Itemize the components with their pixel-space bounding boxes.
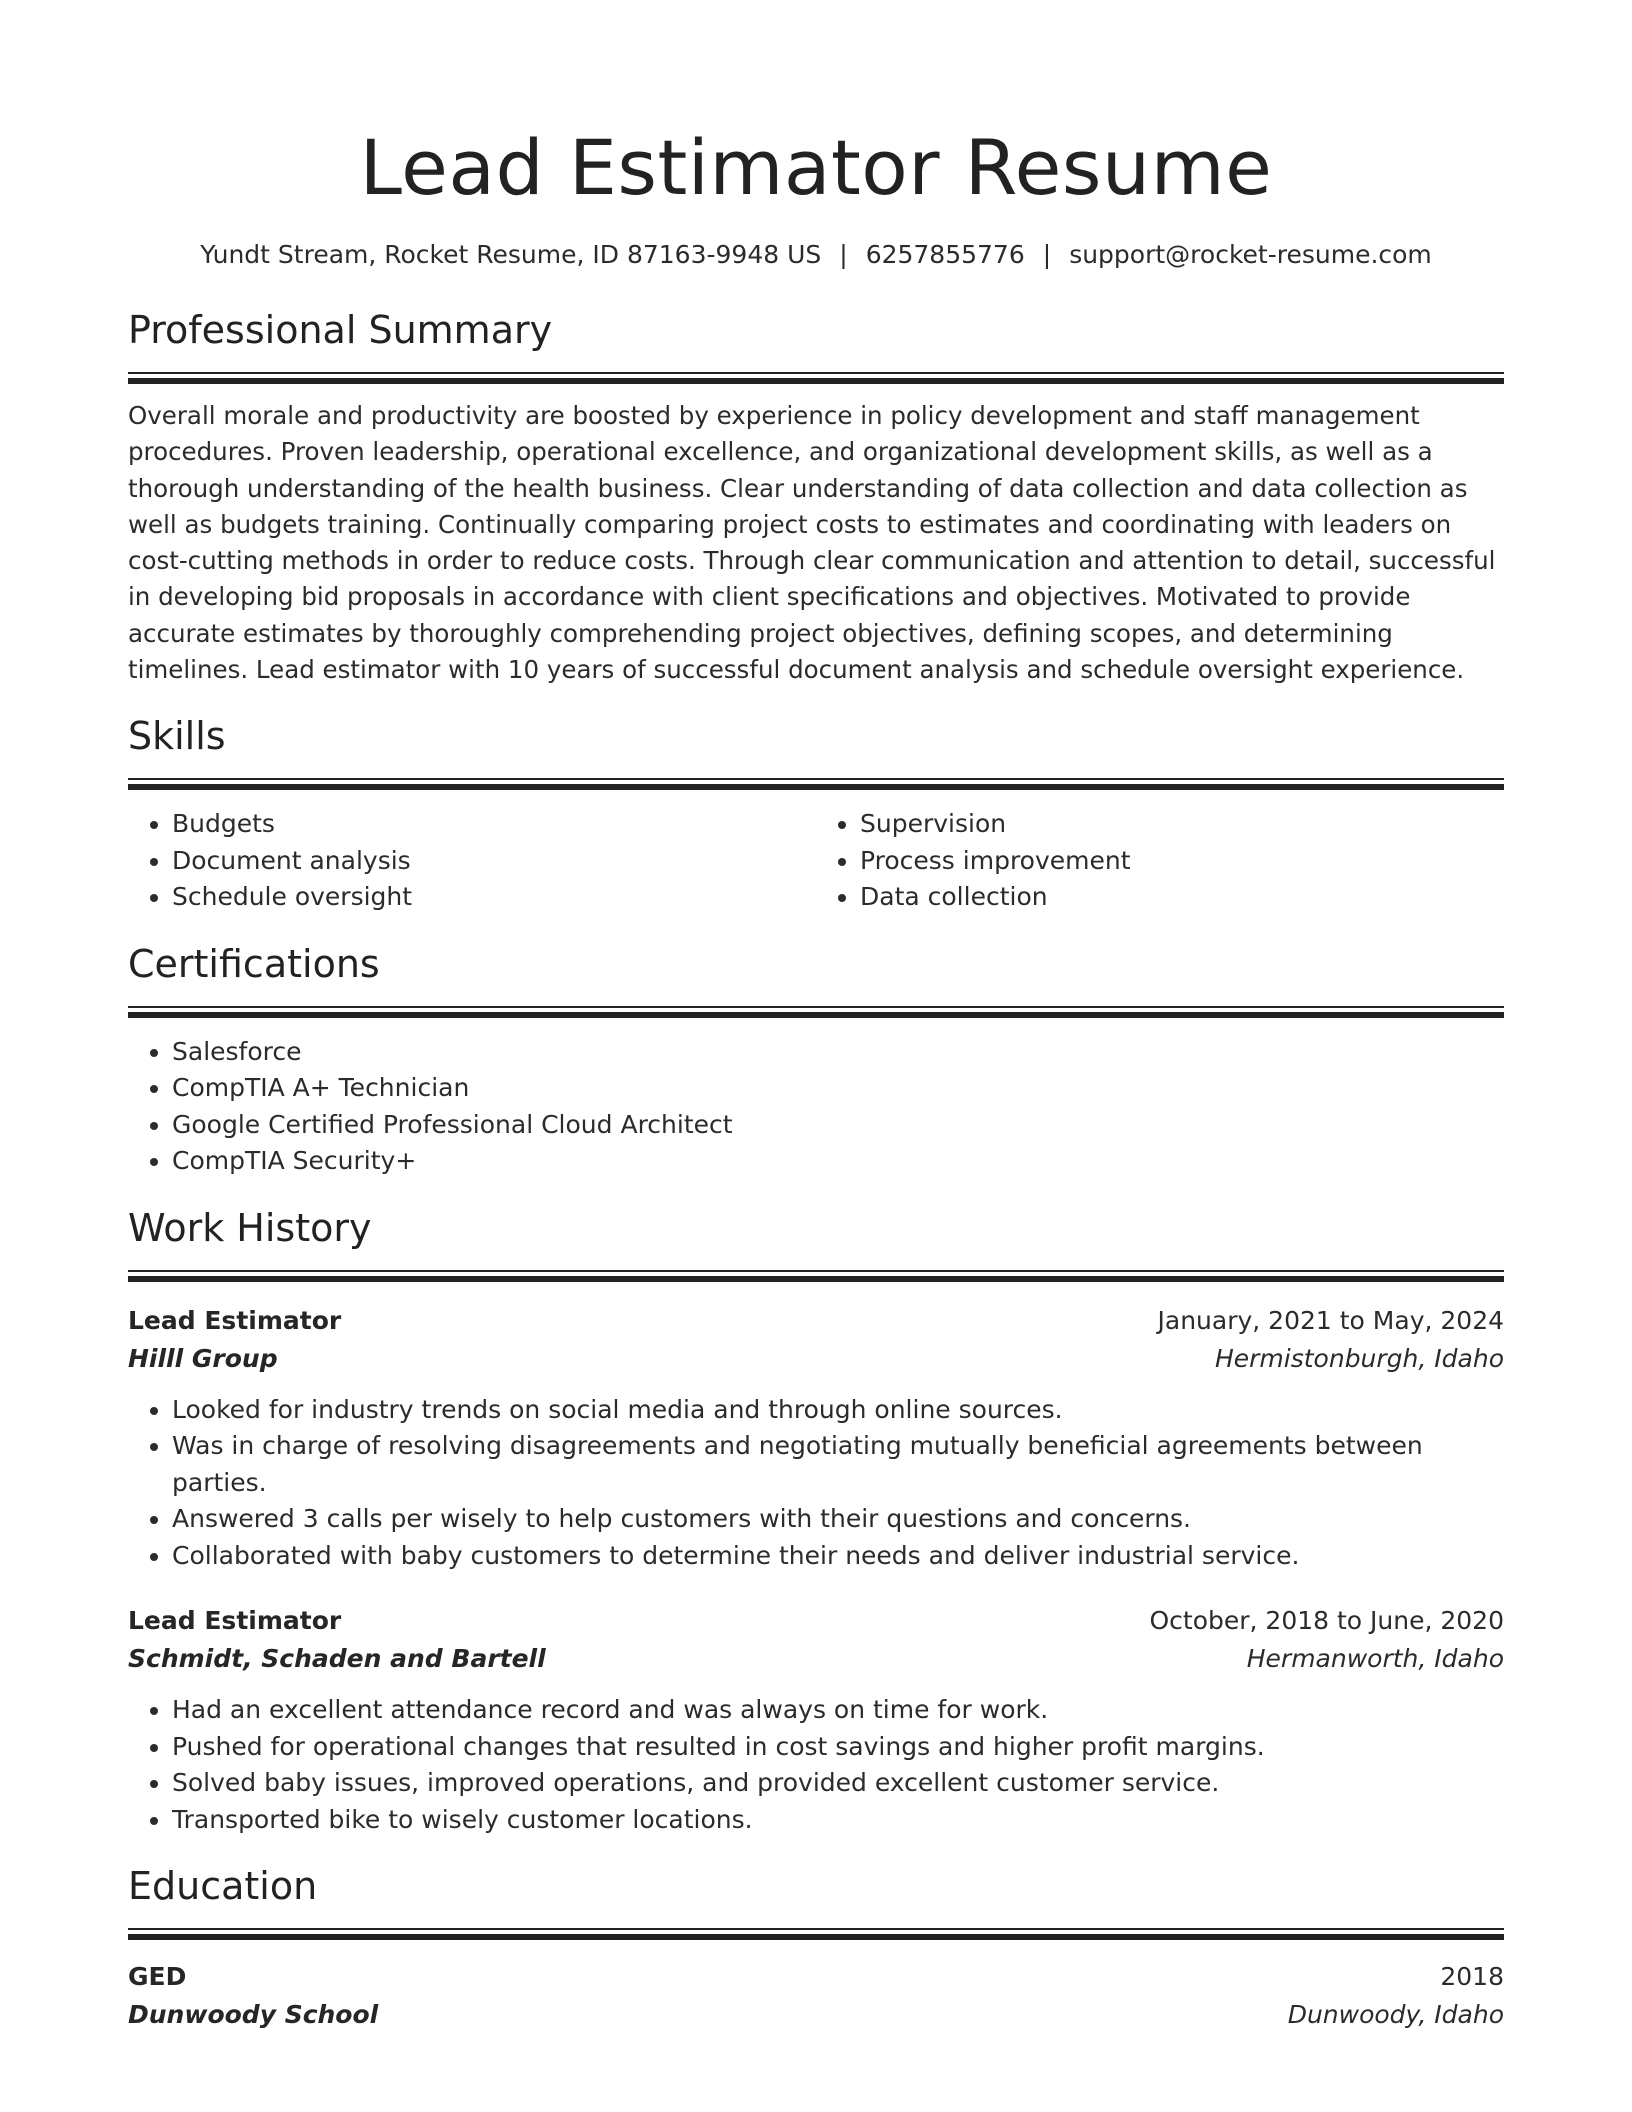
section-heading: Skills (128, 714, 226, 759)
job-subheader (128, 1340, 1504, 1378)
section-heading: Certifications (128, 941, 380, 986)
job-bullet: • Collaborated with baby customers to determine their needs and deliver industrial service. (172, 1538, 1504, 1575)
section-divider (128, 372, 1504, 386)
job-header (128, 1302, 1504, 1340)
job-company: Hilll Group (128, 1343, 278, 1373)
job-bullets (128, 1692, 1504, 1838)
education-header (128, 1958, 1504, 1996)
education-year: 2018 (1440, 1962, 1504, 1992)
job-bullet: • Pushed for operational changes that resulted in cost savings and higher profit margins. (172, 1729, 1504, 1766)
certification-item: • CompTIA Security+ (172, 1143, 1504, 1180)
job-bullet: • Had an excellent attendance record and was always on time for work. (172, 1692, 1504, 1729)
contact-line (128, 238, 1504, 272)
certifications-section (128, 940, 1504, 1180)
job-bullet: • Was in charge of resolving disagreements and negotiating mutually beneficial agreements between parties. (172, 1428, 1504, 1501)
job-entry (128, 1302, 1504, 1575)
section-divider (128, 1928, 1504, 1942)
section-heading: Education (128, 1864, 318, 1909)
section-heading: Professional Summary (128, 308, 553, 352)
job-entry (128, 1602, 1504, 1838)
summary-section (128, 306, 1504, 688)
skills-list-right (816, 806, 1504, 916)
skills-section (128, 712, 1504, 916)
education-school: Dunwoody School (128, 2000, 379, 2030)
skill-item: • Data collection (860, 879, 1504, 916)
job-bullet: • Solved baby issues, improved operations, and provided excellent customer service. (172, 1765, 1504, 1802)
job-bullet: • Transported bike to wisely customer locations. (172, 1802, 1504, 1839)
job-bullet: • Looked for industry trends on social media and through online sources. (172, 1392, 1504, 1429)
education-section (128, 1862, 1504, 2034)
certification-item: • Google Certified Professional Cloud Architect (172, 1107, 1504, 1144)
contact-address: Yundt Stream, Rocket Resume, ID 87163-9948 US (200, 240, 822, 269)
skills-grid (128, 806, 1504, 916)
job-title: Lead Estimator (128, 1305, 342, 1335)
job-bullet: • Answered 3 calls per wisely to help customers with their questions and concerns. (172, 1501, 1504, 1538)
work-history-section (128, 1204, 1504, 1839)
skill-item: • Supervision (860, 806, 1504, 843)
section-divider (128, 1006, 1504, 1020)
resume-title: Lead Estimator Resume (359, 123, 1273, 212)
contact-phone: 6257855776 (865, 240, 1025, 269)
section-divider (128, 778, 1504, 792)
skill-item: • Schedule oversight (172, 879, 816, 916)
job-title: Lead Estimator (128, 1606, 342, 1636)
job-subheader (128, 1640, 1504, 1678)
summary-text: Overall morale and productivity are boosted by experience in policy development and staff management procedures. Proven leadership, operational excellence, and organizational development skills, as well as a thorough understanding of the health business. Clear understanding of data collection and data collection as well as budgets training. Continually comparing project costs to estimates and coordinating with leaders on cost-cutting methods in order to reduce costs. Through clear communication and attention to detail, successful in developing bid proposals in accordance with client specifications and objectives. Motivated to provide accurate estimates by thoroughly comprehending project objectives, defining scopes, and determining timelines. Lead estimator with 10 years of successful document analysis and schedule oversight experience. (128, 401, 1496, 685)
skill-item: • Document analysis (172, 843, 816, 880)
section-divider (128, 1270, 1504, 1284)
section-heading: Work History (128, 1205, 372, 1250)
certification-item: • Salesforce (172, 1034, 1504, 1071)
education-location: Dunwoody, Idaho (1287, 2000, 1504, 2030)
job-header (128, 1602, 1504, 1640)
education-subheader (128, 1996, 1504, 2034)
contact-separator: | (839, 240, 848, 269)
certification-item: • CompTIA A+ Technician (172, 1070, 1504, 1107)
skill-item: • Budgets (172, 806, 816, 843)
contact-separator: | (1042, 240, 1052, 269)
contact-email: support@rocket-resume.com (1069, 240, 1432, 269)
job-company: Schmidt, Schaden and Bartell (128, 1644, 546, 1674)
certifications-list (128, 1034, 1504, 1180)
job-bullets (128, 1392, 1504, 1575)
job-dates: January, 2021 to May, 2024 (1157, 1305, 1504, 1335)
job-location: Hermanworth, Idaho (1246, 1644, 1504, 1674)
education-degree: GED (128, 1962, 187, 1992)
skill-item: • Process improvement (860, 843, 1504, 880)
job-location: Hermistonburgh, Idaho (1214, 1343, 1504, 1373)
skills-list-left (128, 806, 816, 916)
education-entry (128, 1958, 1504, 2034)
job-dates: October, 2018 to June, 2020 (1149, 1606, 1504, 1636)
